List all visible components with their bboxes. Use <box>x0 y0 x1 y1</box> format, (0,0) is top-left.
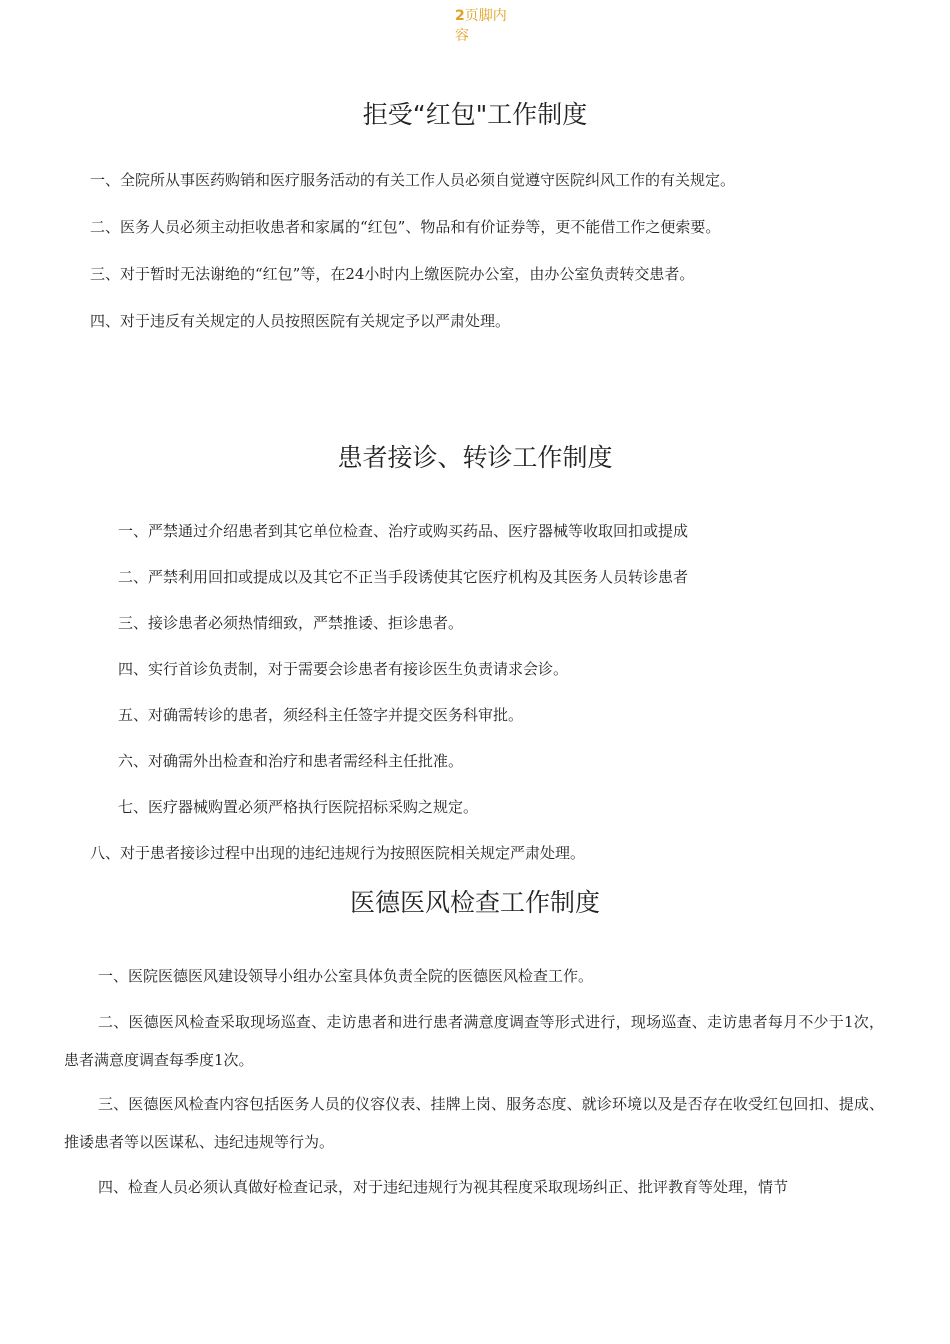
rule-item: 三、医德医风检查内容包括医务人员的仪容仪表、挂牌上岗、服务态度、就诊环境以及是否存在收受红包回扣、提成、推诿患者等以医谋私、违纪违规等行为。 <box>64 1095 884 1151</box>
rule-item: 四、检查人员必须认真做好检查记录，对于违纪违规行为视其程度采取现场纠正、批评教育等处理，情节 <box>98 1178 789 1196</box>
footer-text: 页脚内容 <box>455 8 507 44</box>
rule-item: 三、接诊患者必须热情细致，严禁推诿、拒诊患者。 <box>118 614 464 632</box>
rule-item: 二、医务人员必须主动拒收患者和家属的“红包”、物品和有价证券等，更不能借工作之便索要。 <box>90 218 721 236</box>
rule-item: 五、对确需转诊的患者，须经科主任签字并提交医务科审批。 <box>118 706 524 724</box>
rule-item: 二、严禁利用回扣或提成以及其它不正当手段诱使其它医疗机构及其医务人员转诊患者 <box>118 568 689 586</box>
page-number: 2 <box>455 8 465 24</box>
rule-item: 一、全院所从事医药购销和医疗服务活动的有关工作人员必须自觉遵守医院纠风工作的有关规定。 <box>90 171 736 189</box>
section-title-red-envelope: 拒受“红包"工作制度 <box>362 100 588 129</box>
rule-item: 七、医疗器械购置必须严格执行医院招标采购之规定。 <box>118 798 479 816</box>
page-footer-label <box>455 6 515 46</box>
rule-item: 四、实行首诊负责制，对于需要会诊患者有接诊医生负责请求会诊。 <box>118 660 569 678</box>
rule-item: 六、对确需外出检查和治疗和患者需经科主任批准。 <box>118 752 464 770</box>
rule-item: 四、对于违反有关规定的人员按照医院有关规定予以严肃处理。 <box>90 312 511 330</box>
rule-item: 二、医德医风检查采取现场巡查、走访患者和进行患者满意度调查等形式进行，现场巡查、走访患者每月不少于1次，患者满意度调查每季度1次。 <box>64 1013 884 1069</box>
rule-item: 一、医院医德医风建设领导小组办公室具体负责全院的医德医风检查工作。 <box>98 967 594 985</box>
section-title-referral: 患者接诊、转诊工作制度 <box>337 443 613 472</box>
rule-item: 一、严禁通过介绍患者到其它单位检查、治疗或购买药品、医疗器械等收取回扣或提成 <box>118 522 689 540</box>
rule-item: 八、对于患者接诊过程中出现的违纪违规行为按照医院相关规定严肃处理。 <box>90 844 586 862</box>
section-title-ethics-inspection: 医德医风检查工作制度 <box>349 888 600 917</box>
rule-item: 三、对于暂时无法谢绝的“红包”等，在24小时内上缴医院办公室，由办公室负责转交患者。 <box>90 265 695 283</box>
